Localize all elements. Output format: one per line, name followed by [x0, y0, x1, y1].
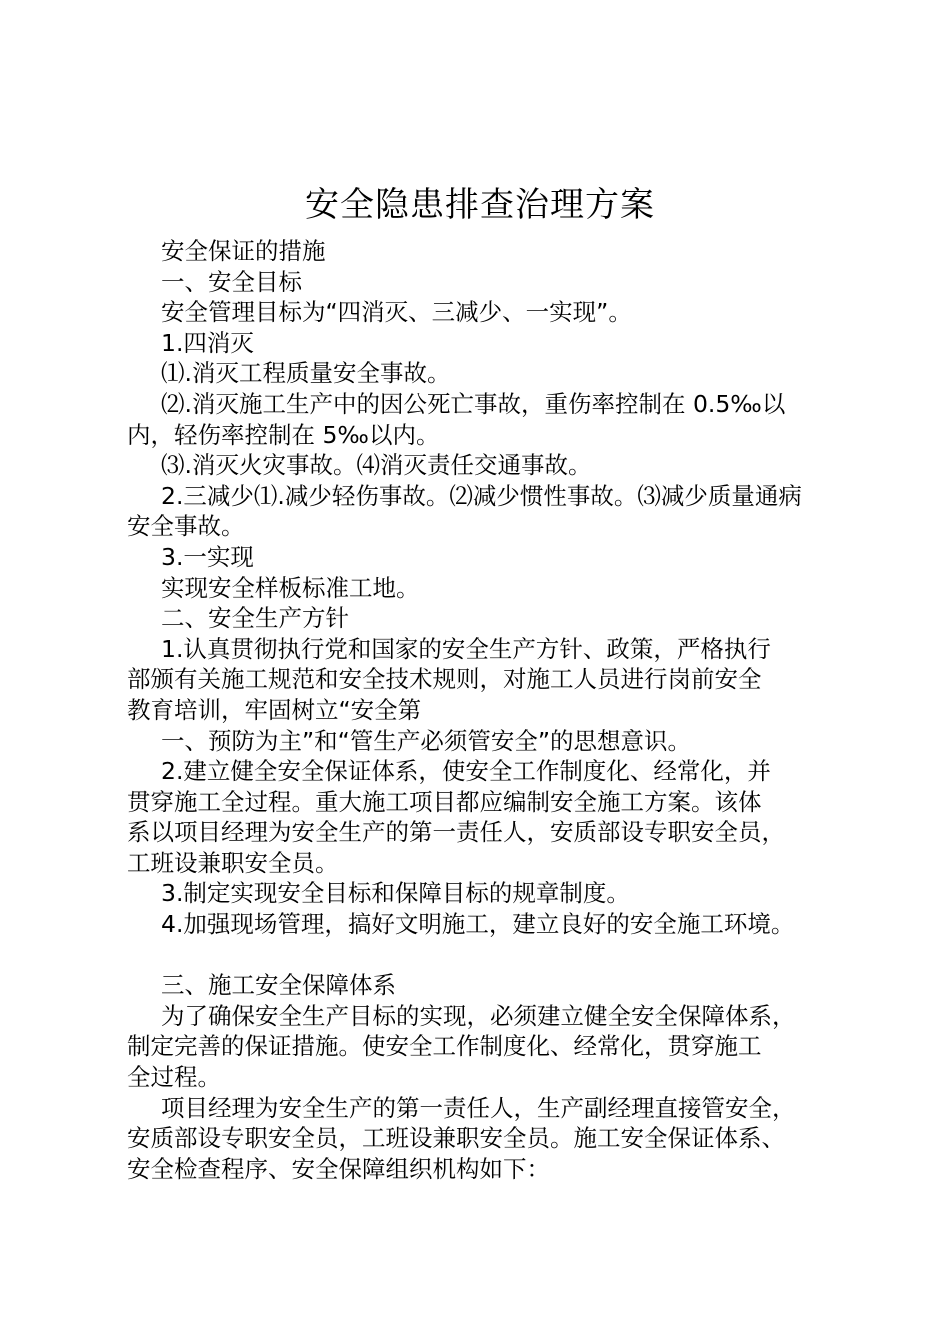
- text-line: 安全管理目标为“四消灭、三减少、一实现”。: [161, 298, 632, 327]
- text-line: 项目经理为安全生产的第一责任人，生产副经理直接管安全，: [161, 1093, 796, 1122]
- text-line: 安全保证的措施: [161, 237, 326, 265]
- text-line: 1.认真贯彻执行党和国家的安全生产方针、政策，严格执行: [161, 634, 771, 663]
- text-line: 1.四消灭: [161, 328, 254, 357]
- text-line: 4.加强现场管理，搞好文明施工，建立良好的安全施工环境。: [161, 910, 795, 939]
- text-line: 贯穿施工全过程。重大施工项目都应编制安全施工方案。该体: [127, 787, 762, 816]
- text-line: 部颁有关施工规范和安全技术规则，对施工人员进行岗前安全: [127, 665, 762, 694]
- text-line: 二、安全生产方针: [161, 604, 349, 633]
- text-line: 2.建立健全安全保证体系，使安全工作制度化、经常化，并: [161, 757, 771, 786]
- text-line: 制定完善的保证措施。使安全工作制度化、经常化，贯穿施工: [127, 1032, 762, 1061]
- text-line: 内，轻伤率控制在 5‰以内。: [127, 420, 440, 449]
- blank-line: [127, 940, 847, 971]
- text-line: 安全事故。: [127, 512, 245, 541]
- text-line: 三、施工安全保障体系: [161, 971, 396, 1000]
- text-line: 实现安全样板标准工地。: [161, 573, 420, 602]
- text-line: 为了确保安全生产目标的实现，必须建立健全安全保障体系，: [161, 1001, 796, 1030]
- text-line: 系以项目经理为安全生产的第一责任人，安质部设专职安全员，: [127, 818, 785, 847]
- document-title: 安全隐患排查治理方案: [305, 185, 655, 225]
- text-line: ⑶.消灭火灾事故。⑷消灭责任交通事故。: [161, 451, 592, 480]
- text-line: 一、预防为主”和“管生产必须管安全”的思想意识。: [161, 726, 692, 755]
- text-line: 教育培训，牢固树立“安全第: [127, 695, 422, 724]
- text-line: ⑴.消灭工程质量安全事故。: [161, 359, 451, 388]
- text-line: 工班设兼职安全员。: [127, 848, 339, 877]
- document-body: [127, 236, 847, 1184]
- text-line: 安质部设专职安全员，工班设兼职安全员。施工安全保证体系、: [127, 1124, 785, 1153]
- text-line: 2.三减少⑴.减少轻伤事故。⑵减少惯性事故。⑶减少质量通病: [161, 481, 802, 510]
- text-line: 3.制定实现安全目标和保障目标的规章制度。: [161, 879, 630, 908]
- text-line: 全过程。: [127, 1063, 221, 1092]
- text-line: 一、安全目标: [161, 267, 302, 296]
- text-line: 安全检查程序、安全保障组织机构如下：: [127, 1154, 550, 1183]
- text-line: ⑵.消灭施工生产中的因公死亡事故，重伤率控制在 0.5‰以: [161, 389, 786, 418]
- text-line: 3.一实现: [161, 542, 254, 571]
